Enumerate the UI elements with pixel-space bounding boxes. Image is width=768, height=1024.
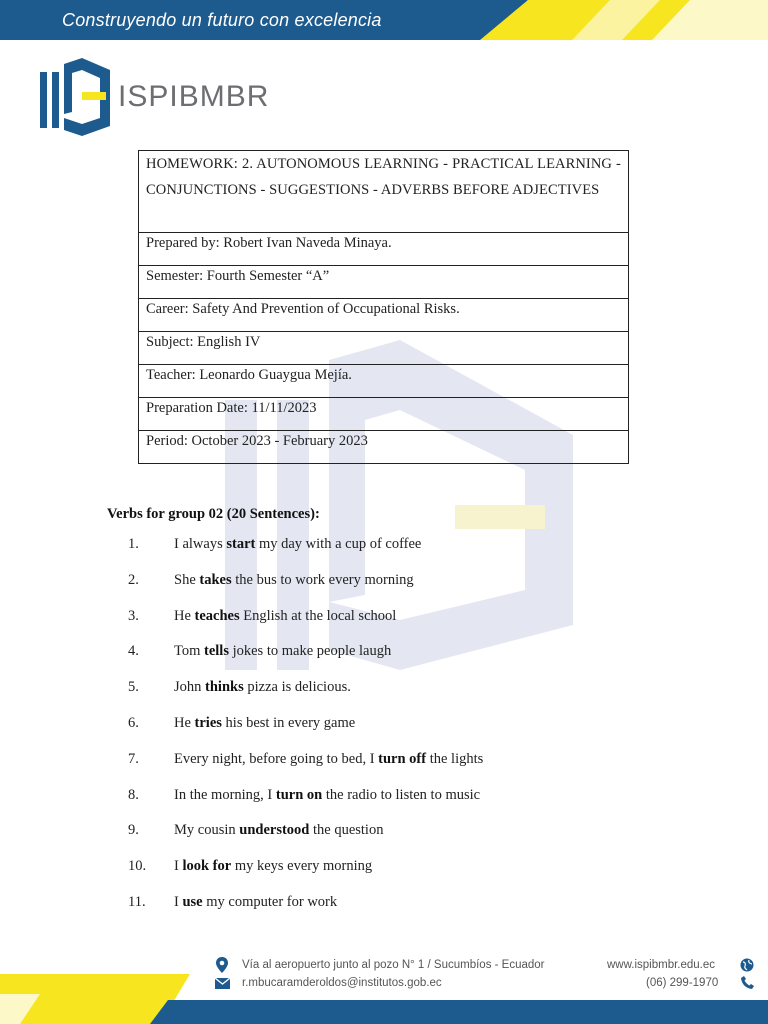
sentence-verb: understood xyxy=(239,822,310,839)
sentence-number: 8. xyxy=(128,786,139,803)
sentence-text: He tries his best in every game xyxy=(174,714,356,731)
globe-icon xyxy=(740,958,754,972)
sentence-number: 9. xyxy=(128,822,139,839)
list-item xyxy=(0,679,768,715)
location-pin-icon xyxy=(215,957,229,973)
table-row xyxy=(139,151,629,233)
sentence-verb: tries xyxy=(194,714,222,731)
header-band xyxy=(0,0,768,40)
list-item xyxy=(0,608,768,644)
period: Period: October 2023 - February 2023 xyxy=(139,431,629,464)
list-item xyxy=(0,787,768,823)
footer-website: www.ispibmbr.edu.ec xyxy=(607,959,716,971)
subject: Subject: English IV xyxy=(139,332,629,365)
homework-title: HOMEWORK: 2. AUTONOMOUS LEARNING - PRACTICAL LEARNING - CONJUNCTIONS - SUGGESTIONS - ADVERBS BEFORE ADJECTIVES xyxy=(139,151,629,233)
sentence-verb: use xyxy=(182,893,203,910)
table-row xyxy=(139,398,629,431)
table-row xyxy=(139,332,629,365)
sentence-text: He teaches English at the local school xyxy=(174,607,397,624)
homework-info-table xyxy=(138,150,629,464)
preparation-date: Preparation Date: 11/11/2023 xyxy=(139,398,629,431)
table-row xyxy=(139,266,629,299)
sentence-text: I look for my keys every morning xyxy=(174,858,373,875)
sentence-text: I always start my day with a cup of coffee xyxy=(174,536,422,552)
footer-address: Vía al aeropuerto junto al pozo N° 1 / Sucumbíos - Ecuador xyxy=(242,959,545,971)
sentence-verb: teaches xyxy=(194,607,240,624)
table-row xyxy=(139,299,629,332)
list-item xyxy=(0,572,768,608)
sentence-number: 11. xyxy=(128,893,146,910)
header-slogan: Construyendo un futuro con excelencia xyxy=(62,10,382,30)
sentence-list xyxy=(0,536,768,930)
sentence-verb: start xyxy=(226,536,256,552)
table-row xyxy=(139,365,629,398)
list-item xyxy=(0,536,768,572)
list-item xyxy=(0,894,768,930)
sentence-verb: turn on xyxy=(275,786,323,803)
sentence-verb: takes xyxy=(199,571,232,588)
career: Career: Safety And Prevention of Occupational Risks. xyxy=(139,299,629,332)
sentence-number: 7. xyxy=(128,750,139,767)
table-row xyxy=(139,233,629,266)
prepared-by: Prepared by: Robert Ivan Naveda Minaya. xyxy=(139,233,629,266)
list-item xyxy=(0,822,768,858)
sentence-number: 6. xyxy=(128,714,139,731)
sentence-number: 4. xyxy=(128,643,139,660)
sentence-text: I use my computer for work xyxy=(174,893,338,910)
sentence-verb: tells xyxy=(204,643,229,660)
teacher: Teacher: Leonardo Guaygua Mejía. xyxy=(139,365,629,398)
sentence-text: Tom tells jokes to make people laugh xyxy=(174,643,392,660)
sentence-number: 5. xyxy=(128,679,139,696)
logo-wordmark: ISPIBMBR xyxy=(118,80,270,113)
footer xyxy=(0,944,768,1024)
footer-phone: (06) 299-1970 xyxy=(646,977,719,989)
list-item xyxy=(0,715,768,751)
sentence-text: She takes the bus to work every morning xyxy=(174,571,414,588)
table-row xyxy=(139,431,629,464)
phone-icon xyxy=(741,976,754,989)
sentence-text: John thinks pizza is delicious. xyxy=(174,679,351,696)
footer-blue-stripe xyxy=(150,1000,768,1024)
logo-mark-icon xyxy=(38,56,118,138)
sentence-text: Every night, before going to bed, I turn off the lights xyxy=(174,750,484,767)
verbs-section-title: Verbs for group 02 (20 Sentences): xyxy=(107,506,320,522)
sentence-number: 1. xyxy=(128,536,139,552)
sentence-number: 3. xyxy=(128,607,139,624)
sentence-verb: turn off xyxy=(378,750,427,767)
list-item xyxy=(0,643,768,679)
sentence-verb: thinks xyxy=(205,679,244,696)
sentence-text: In the morning, I turn on the radio to listen to music xyxy=(174,786,481,803)
sentence-number: 10. xyxy=(128,858,147,875)
sentence-number: 2. xyxy=(128,571,139,588)
semester: Semester: Fourth Semester “A” xyxy=(139,266,629,299)
mail-icon xyxy=(215,978,230,989)
footer-email: r.mbucaramderoldos@institutos.gob.ec xyxy=(242,977,442,989)
list-item xyxy=(0,751,768,787)
sentence-verb: look for xyxy=(182,858,232,875)
list-item xyxy=(0,858,768,894)
sentence-text: My cousin understood the question xyxy=(174,822,384,839)
